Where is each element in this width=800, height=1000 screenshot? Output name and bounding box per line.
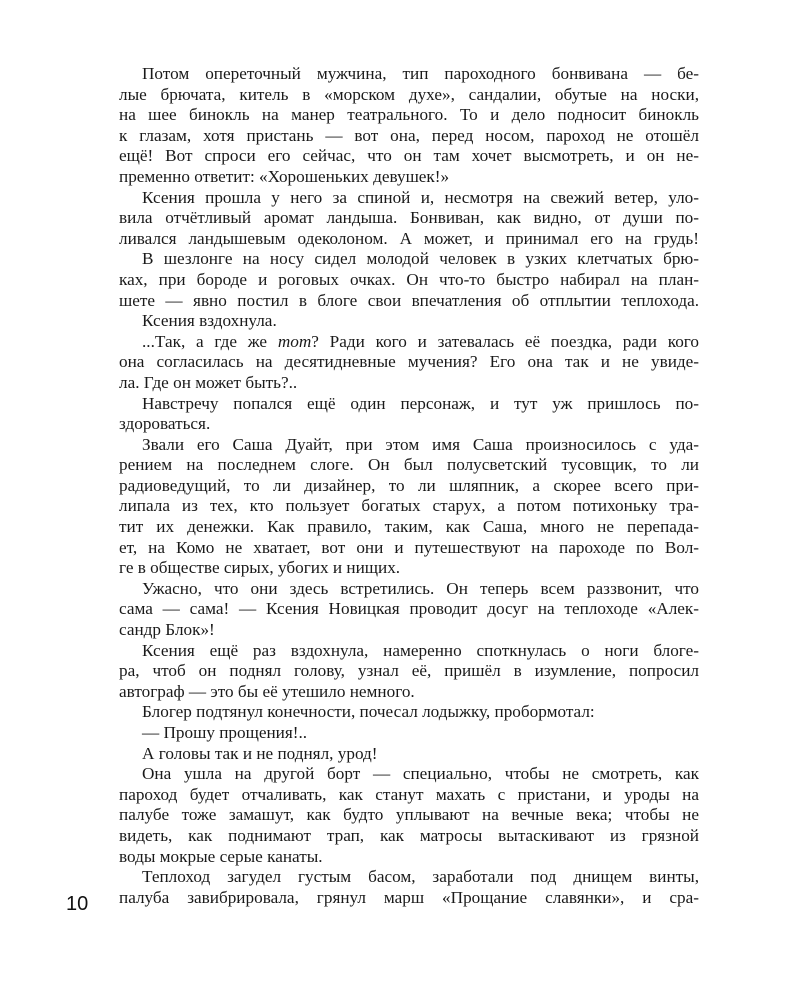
- text-line: радиоведущий, то ли дизайнер, то ли шляпник, а скорее всего при-: [119, 475, 699, 495]
- text-line: тит их денежки. Как правило, таким, как Саша, много не перепада-: [119, 517, 699, 537]
- text-line: лые брючата, китель в «морском духе», сандалии, обутые на носки,: [119, 84, 699, 104]
- italic-text: тот: [277, 331, 312, 351]
- text-line: Навстречу попался ещё один персонаж, и тут уж пришлось по-: [142, 393, 699, 413]
- book-page-text: [119, 64, 699, 908]
- text-line: Теплоход загудел густым басом, заработали под днищем винты,: [142, 867, 699, 887]
- page-number: 10: [66, 893, 89, 915]
- text-line: В шезлонге на носу сидел молодой человек в узких клетчатых брю-: [142, 249, 699, 269]
- text-line: Ксения вздохнула.: [142, 311, 277, 331]
- text-line: Блогер подтянул конечности, почесал лодыжку, пробормотал:: [142, 702, 595, 722]
- text-line: палуба завибрировала, грянул марш «Прощание славянки», и сра-: [119, 887, 699, 907]
- text-line: ра, чтоб он поднял голову, узнал её, пришёл в изумление, попросил: [119, 661, 699, 681]
- text-line: Потом опереточный мужчина, тип пароходного бонвивана — бе-: [142, 64, 699, 83]
- text-line: вила отчётливый аромат ландыша. Бонвиван, как видно, от души по-: [119, 208, 699, 228]
- text-segment: ? Ради кого и затевалась её поездка, ради кого: [311, 331, 699, 351]
- text-line: ках, при бороде и роговых очках. Он что-то быстро набирал на план-: [119, 269, 699, 289]
- text-line: А головы так и не поднял, урод!: [142, 743, 378, 763]
- text-line: воды мокрые серые канаты.: [119, 846, 323, 866]
- text-line: видеть, как поднимают трап, как матросы вытаскивают из грязной: [119, 825, 699, 845]
- text-line: ет, на Комо не хватает, вот они и путешествуют на пароходе по Вол-: [119, 537, 699, 557]
- text-line: автограф — это бы её утешило немного.: [119, 681, 415, 701]
- text-line: Она ушла на другой борт — специально, чтобы не смотреть, как: [142, 764, 699, 784]
- text-line: Ужасно, что они здесь встретились. Он теперь всем раззвонит, что: [142, 578, 699, 598]
- text-line: сама — сама! — Ксения Новицкая проводит досуг на теплоходе «Алек-: [119, 599, 699, 619]
- text-segment: ...Так, а где же: [142, 331, 278, 351]
- text-line: [119, 332, 699, 353]
- text-line: Ксения прошла у него за спиной и, несмотря на свежий ветер, уло-: [142, 187, 699, 207]
- text-line: ливался ландышевым одеколоном. А может, и принимал его на грудь!: [119, 228, 699, 248]
- text-line: пременно ответит: «Хорошеньких девушек!»: [119, 166, 450, 186]
- text-line: ещё! Вот спроси его сейчас, что он там хочет высмотреть, и он не-: [119, 146, 699, 166]
- text-line: — Прошу прощения!..: [142, 723, 308, 742]
- text-line: пароход будет отчаливать, как станут махать с пристани, и уроды на: [119, 784, 699, 804]
- text-line: липала из тех, кто пользует богатых старух, а потом потихоньку тра-: [119, 496, 699, 516]
- text-line: ла. Где он может быть?..: [119, 372, 298, 392]
- text-line: она согласилась на десятидневные мучения? Его она так и не увиде-: [119, 352, 699, 372]
- text-line: к глазам, хотя пристань — вот она, перед носом, пароход не отошёл: [119, 125, 699, 145]
- text-line: Ксения ещё раз вздохнула, намеренно споткнулась о ноги блоге-: [142, 640, 699, 660]
- text-line: шете — явно постил в блоге свои впечатления об отплытии теплохода.: [119, 290, 699, 310]
- text-line: сандр Блок»!: [119, 620, 215, 640]
- text-line: ге в обществе сирых, убогих и нищих.: [119, 558, 401, 578]
- text-line: здороваться.: [119, 414, 211, 434]
- text-line: рением на последнем слоге. Он был полусветский тусовщик, то ли: [119, 455, 699, 475]
- text-line: Звали его Саша Дуайт, при этом имя Саша произносилось с уда-: [142, 434, 699, 454]
- text-line: на шее бинокль на манер театрального. То и дело подносит бинокль: [119, 105, 699, 125]
- text-line: палубе тоже замашут, как будто уплывают на вечные века; чтобы не: [119, 805, 699, 825]
